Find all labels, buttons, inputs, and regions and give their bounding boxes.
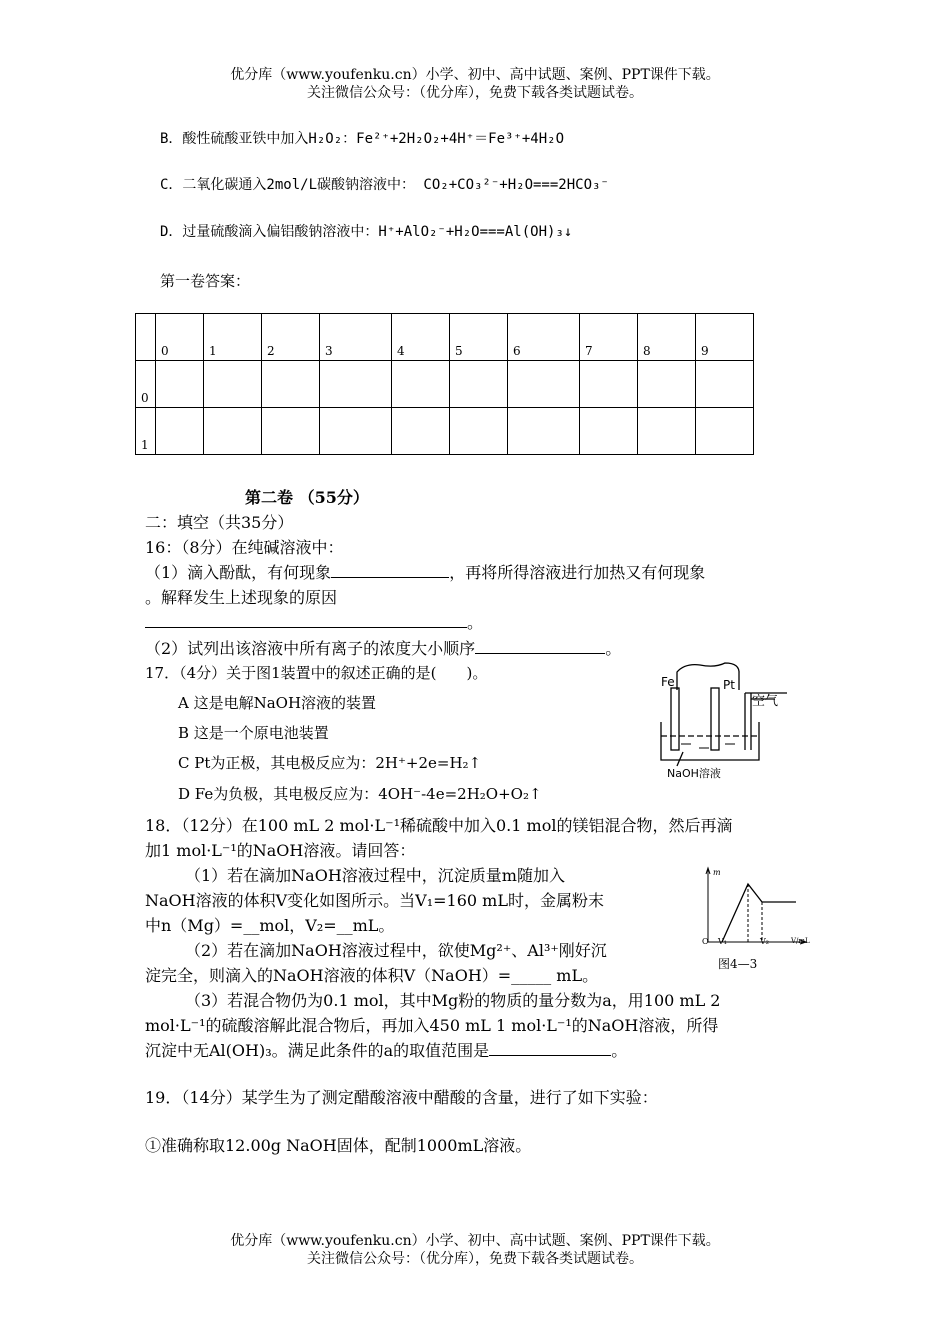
grid-col-header: 8	[638, 314, 696, 361]
answer-grid	[135, 313, 754, 455]
option-c: C．二氧化碳通入2mol/L碳酸钠溶液中： CO₂+CO₃²⁻+H₂O===2HCO₃⁻	[160, 177, 609, 193]
q16-part1-text-a: （1）滴入酚酞，有何现象	[145, 563, 332, 582]
option-d: D．过量硫酸滴入偏铝酸钠溶液中：H⁺+AlO₂⁻+H₂O===Al(OH)₃↓	[160, 224, 573, 240]
graph-origin: O	[702, 937, 709, 946]
graph-axis-m: m	[713, 868, 721, 877]
graph-tick-v2: V₂	[760, 937, 769, 946]
q17-title: 17．（4分）关于图1装置中的叙述正确的是( )。	[145, 664, 488, 682]
answer-grid-row-1	[136, 408, 754, 455]
grid-col-header: 0	[156, 314, 204, 361]
answer-cell[interactable]	[262, 408, 320, 455]
q16-blank-2[interactable]	[145, 611, 467, 628]
q16-part1-end: 。	[467, 613, 484, 632]
answer-cell[interactable]	[156, 408, 204, 455]
q19-title: 19．（14分）某学生为了测定醋酸溶液中醋酸的含量，进行了如下实验：	[145, 1088, 658, 1107]
q18-sub2-a: （2）若在滴加NaOH溶液过程中，欲使Mg²⁺、Al³⁺刚好沉	[185, 941, 607, 960]
page-header-line2: 关注微信公众号：（优分库），免费下载各类试题试卷。	[307, 85, 643, 101]
q17-option-a: A 这是电解NaOH溶液的装置	[178, 694, 377, 712]
figure-label-solution: NaOH溶液	[667, 767, 721, 780]
answer-grid-header-row	[136, 314, 754, 361]
q18-sub1-c: 中n（Mg）=__mol，V₂=__mL。	[145, 916, 395, 935]
q16-part2-end: 。	[605, 639, 622, 658]
q19-step1: ①准确称取12.00g NaOH固体，配制1000mL溶液。	[145, 1136, 532, 1155]
q18-sub3-c: 沉淀中无Al(OH)₃。满足此条件的a的取值范围是	[145, 1041, 490, 1060]
answer-cell[interactable]	[392, 361, 450, 408]
answer-cell[interactable]	[156, 361, 204, 408]
answer-cell[interactable]	[508, 408, 580, 455]
answer-cell[interactable]	[204, 361, 262, 408]
q16-blank-1[interactable]	[331, 561, 449, 578]
answer-cell[interactable]	[204, 408, 262, 455]
option-b: B．酸性硫酸亚铁中加入H₂O₂：Fe²⁺+2H₂O₂+4H⁺＝Fe³⁺+4H₂O	[160, 131, 565, 147]
graph-tick-v1: V₁	[718, 937, 727, 946]
q16-part1-c: 。解释发生上述现象的原因	[145, 588, 338, 607]
part2-title: 第二卷 （55分）	[245, 488, 369, 507]
q16-part1	[145, 560, 705, 583]
q16-blank-3[interactable]	[475, 637, 605, 654]
q18-sub2-b: 淀完全，则滴入的NaOH溶液的体积V（NaOH）=_____ mL。	[145, 966, 599, 985]
answer-sheet-label: 第一卷答案：	[160, 272, 251, 290]
q18-line1: 18．（12分）在100 mL 2 mol·L⁻¹稀硫酸中加入0.1 mol的镁铝混合物，然后再滴	[145, 816, 733, 835]
answer-cell[interactable]	[450, 408, 508, 455]
answer-cell[interactable]	[638, 408, 696, 455]
grid-col-header: 5	[450, 314, 508, 361]
q17-option-b: B 这是一个原电池装置	[178, 724, 329, 742]
answer-cell[interactable]	[696, 361, 754, 408]
q16-title: 16：（8分）在纯碱溶液中：	[145, 538, 344, 557]
graph-caption: 图4—3	[718, 957, 758, 971]
q16-part2	[145, 636, 621, 659]
q16-part1-d	[145, 610, 483, 633]
answer-cell[interactable]	[320, 408, 392, 455]
page-footer-line1: 优分库（www.youfenku.cn）小学、初中、高中试题、案例、PPT课件下载。	[230, 1233, 720, 1249]
q18-sub1-b: NaOH溶液的体积V变化如图所示。当V₁=160 mL时，金属粉末	[145, 891, 604, 910]
answer-cell[interactable]	[392, 408, 450, 455]
q18-line2: 加1 mol·L⁻¹的NaOH溶液。请回答：	[145, 841, 416, 860]
grid-row-header: 0	[136, 361, 156, 408]
grid-col-header: 1	[204, 314, 262, 361]
figure-label-fe: Fe	[661, 675, 675, 689]
q16-part1-text-b: ，再将所得溶液进行加热又有何现象	[449, 563, 706, 582]
answer-cell[interactable]	[508, 361, 580, 408]
answer-cell[interactable]	[262, 361, 320, 408]
answer-cell[interactable]	[696, 408, 754, 455]
q18-blank-range[interactable]	[489, 1039, 611, 1056]
graph-axis-vml: V/mL	[791, 937, 810, 945]
q18-sub3-a: （3）若混合物仍为0.1 mol，其中Mg粉的物质的量分数为a，用100 mL 2	[185, 991, 721, 1010]
q17-option-c: C Pt为正极，其电极反应为：2H⁺+2e=H₂↑	[178, 754, 482, 772]
answer-grid-row-0	[136, 361, 754, 408]
q16-part2-text: （2）试列出该溶液中所有离子的浓度大小顺序	[145, 639, 476, 658]
grid-row-header: 1	[136, 408, 156, 455]
grid-col-header: 2	[262, 314, 320, 361]
answer-cell[interactable]	[580, 361, 638, 408]
figure-label-pt: Pt	[723, 678, 735, 692]
grid-col-header: 6	[508, 314, 580, 361]
grid-corner-cell	[136, 314, 156, 361]
answer-cell[interactable]	[638, 361, 696, 408]
grid-col-header: 7	[580, 314, 638, 361]
q18-sub3-b: mol·L⁻¹的硫酸溶解此混合物后，再加入450 mL 1 mol·L⁻¹的NaOH溶液，所得	[145, 1016, 719, 1035]
page-header-line1: 优分库（www.youfenku.cn）小学、初中、高中试题、案例、PPT课件下载。	[230, 67, 720, 83]
section-title: 二：填空（共35分）	[145, 513, 294, 532]
answer-cell[interactable]	[450, 361, 508, 408]
q18-sub3-end: 。	[611, 1041, 628, 1060]
grid-col-header: 4	[392, 314, 450, 361]
page-footer-line2: 关注微信公众号：（优分库），免费下载各类试题试卷。	[307, 1251, 643, 1267]
answer-cell[interactable]	[320, 361, 392, 408]
grid-col-header: 3	[320, 314, 392, 361]
grid-col-header: 9	[696, 314, 754, 361]
q17-option-d: D Fe为负极，其电极反应为：4OH⁻-4e=2H₂O+O₂↑	[178, 785, 542, 803]
q18-sub3-c-line	[145, 1038, 627, 1061]
answer-cell[interactable]	[580, 408, 638, 455]
q18-sub1-a: （1）若在滴加NaOH溶液过程中，沉淀质量m随加入	[185, 866, 565, 885]
figure-label-air: 空气	[752, 694, 779, 709]
